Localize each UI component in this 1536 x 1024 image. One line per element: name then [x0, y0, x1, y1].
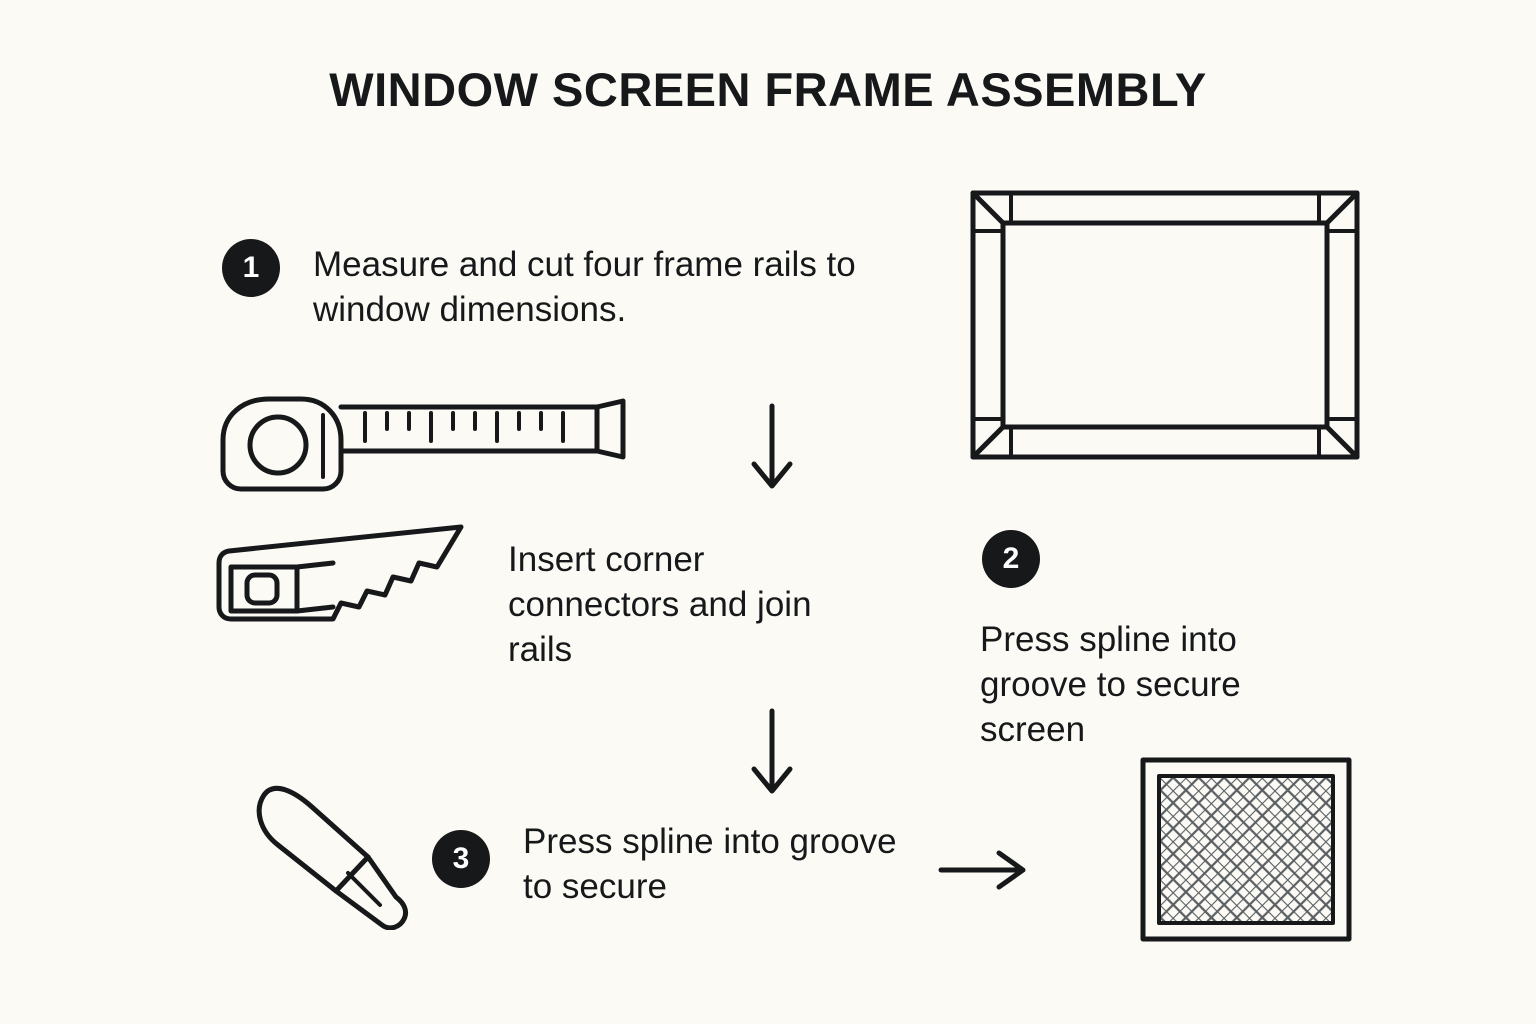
hand-saw-icon	[205, 515, 485, 655]
arrow-down-step2-to-step3	[742, 705, 802, 805]
arrow-down-step1-to-step2	[742, 400, 802, 500]
screen-mesh-icon	[1135, 752, 1357, 952]
step-badge-3: 3	[432, 830, 490, 888]
step-text-2: Press spline into groove to secure screen	[980, 620, 1241, 749]
tape-measure-icon	[205, 385, 645, 505]
flow-label-insert-connectors: Insert corner connectors and join rails	[508, 540, 812, 669]
step-badge-1: 1	[222, 239, 280, 297]
screen-frame-icon	[965, 185, 1365, 470]
step-badge-2: 2	[982, 530, 1040, 588]
step-text-3: Press spline into groove to secure	[523, 822, 897, 906]
step-text-1: Measure and cut four frame rails to window dimensions.	[313, 245, 856, 329]
spline-roller-icon	[240, 755, 440, 935]
page-title: WINDOW SCREEN FRAME ASSEMBLY	[329, 63, 1207, 116]
arrow-right-step3-to-mesh	[935, 840, 1035, 905]
